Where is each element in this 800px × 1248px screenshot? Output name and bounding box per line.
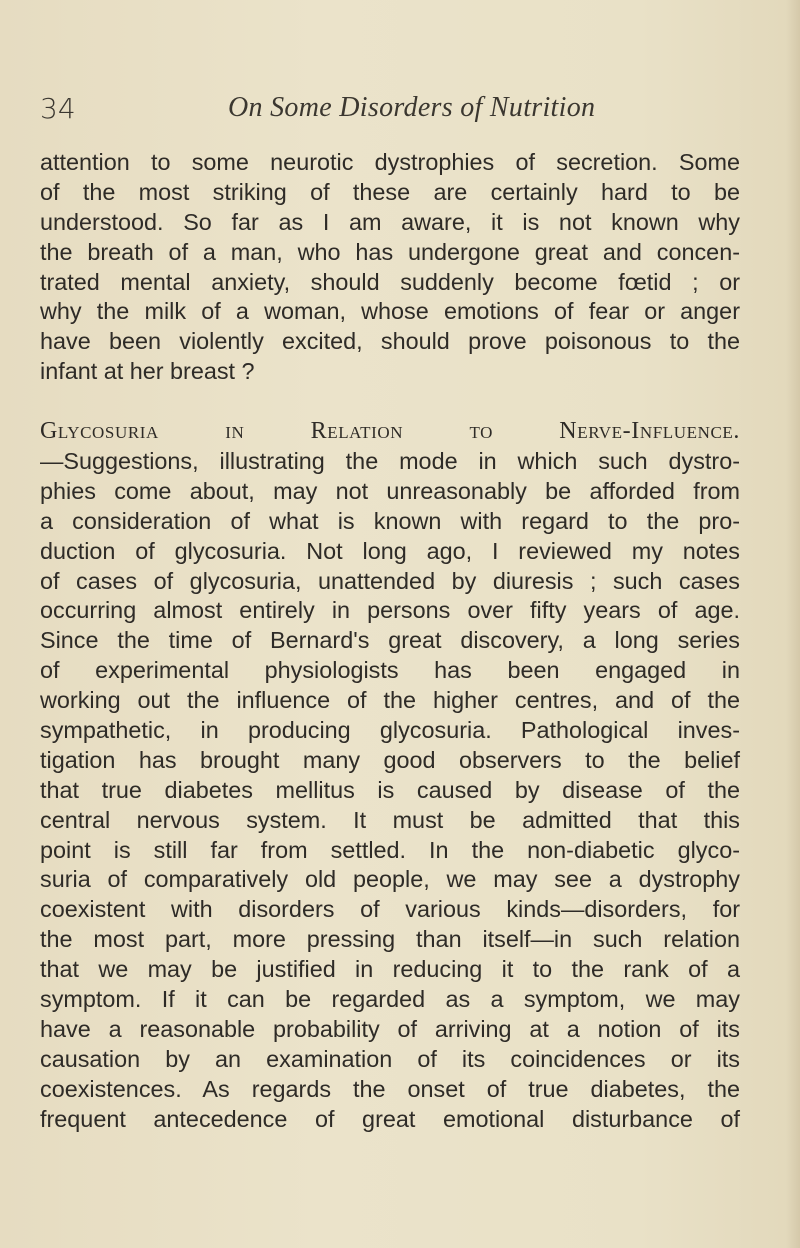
text-line: have a reasonable probability of arriving at a notion of its (40, 1015, 740, 1042)
text-line: coexistences. As regards the onset of true diabetes, the (40, 1075, 740, 1102)
section-heading: Glycosuria in Relation to Nerve-Influence. (40, 418, 740, 445)
text-line: the breath of a man, who has undergone great and concen- (40, 238, 740, 265)
text-line: trated mental anxiety, should suddenly become fœtid ; or (40, 268, 740, 295)
text-line: phies come about, may not unreasonably be afforded from (40, 477, 740, 504)
page-number: 34 (40, 92, 76, 125)
text-line: causation by an examination of its coincidences or its (40, 1045, 740, 1072)
page-header (40, 92, 740, 132)
text-line: —Suggestions, illustrating the mode in which such dystro- (40, 448, 740, 475)
text-line: central nervous system. It must be admitted that this (40, 806, 740, 833)
paragraph-2 (40, 447, 740, 1134)
text-line: sympathetic, in producing glycosuria. Pathological inves- (40, 717, 740, 744)
text-line: have been violently excited, should prove poisonous to the (40, 328, 740, 355)
text-line: Since the time of Bernard's great discovery, a long series (40, 627, 740, 654)
text-line: a consideration of what is known with regard to the pro- (40, 507, 740, 534)
body-text (40, 148, 740, 1135)
page-edge-shadow (786, 0, 800, 1248)
text-line: infant at her breast ? (40, 358, 255, 385)
text-line: occurring almost entirely in persons over fifty years of age. (40, 597, 740, 624)
text-line: that true diabetes mellitus is caused by disease of the (40, 776, 740, 803)
text-line: coexistent with disorders of various kinds—disorders, for (40, 896, 740, 923)
text-line: that we may be justified in reducing it to the rank of a (40, 956, 740, 983)
text-line: point is still far from settled. In the non-diabetic glyco- (40, 836, 740, 863)
text-line: duction of glycosuria. Not long ago, I reviewed my notes (40, 537, 740, 564)
paragraph-1 (40, 148, 740, 387)
text-line: the most part, more pressing than itself—in such relation (40, 926, 740, 953)
paragraph-gap (40, 387, 740, 417)
text-line: suria of comparatively old people, we may see a dystrophy (40, 866, 740, 893)
text-line: of cases of glycosuria, unattended by diuresis ; such cases (40, 567, 740, 594)
text-line: why the milk of a woman, whose emotions of fear or anger (40, 298, 740, 325)
text-line: attention to some neurotic dystrophies of secretion. Some (40, 149, 740, 175)
text-line: working out the influence of the higher centres, and of the (40, 687, 740, 714)
text-line: of experimental physiologists has been engaged in (40, 657, 740, 684)
text-line: tigation has brought many good observers to the belief (40, 746, 740, 773)
text-line: understood. So far as I am aware, it is not known why (40, 208, 740, 235)
text-line: symptom. If it can be regarded as a symptom, we may (40, 986, 740, 1013)
running-title: On Some Disorders of Nutrition (228, 92, 596, 123)
text-line: frequent antecedence of great emotional disturbance of (40, 1105, 740, 1132)
text-line: of the most striking of these are certainly hard to be (40, 178, 740, 205)
